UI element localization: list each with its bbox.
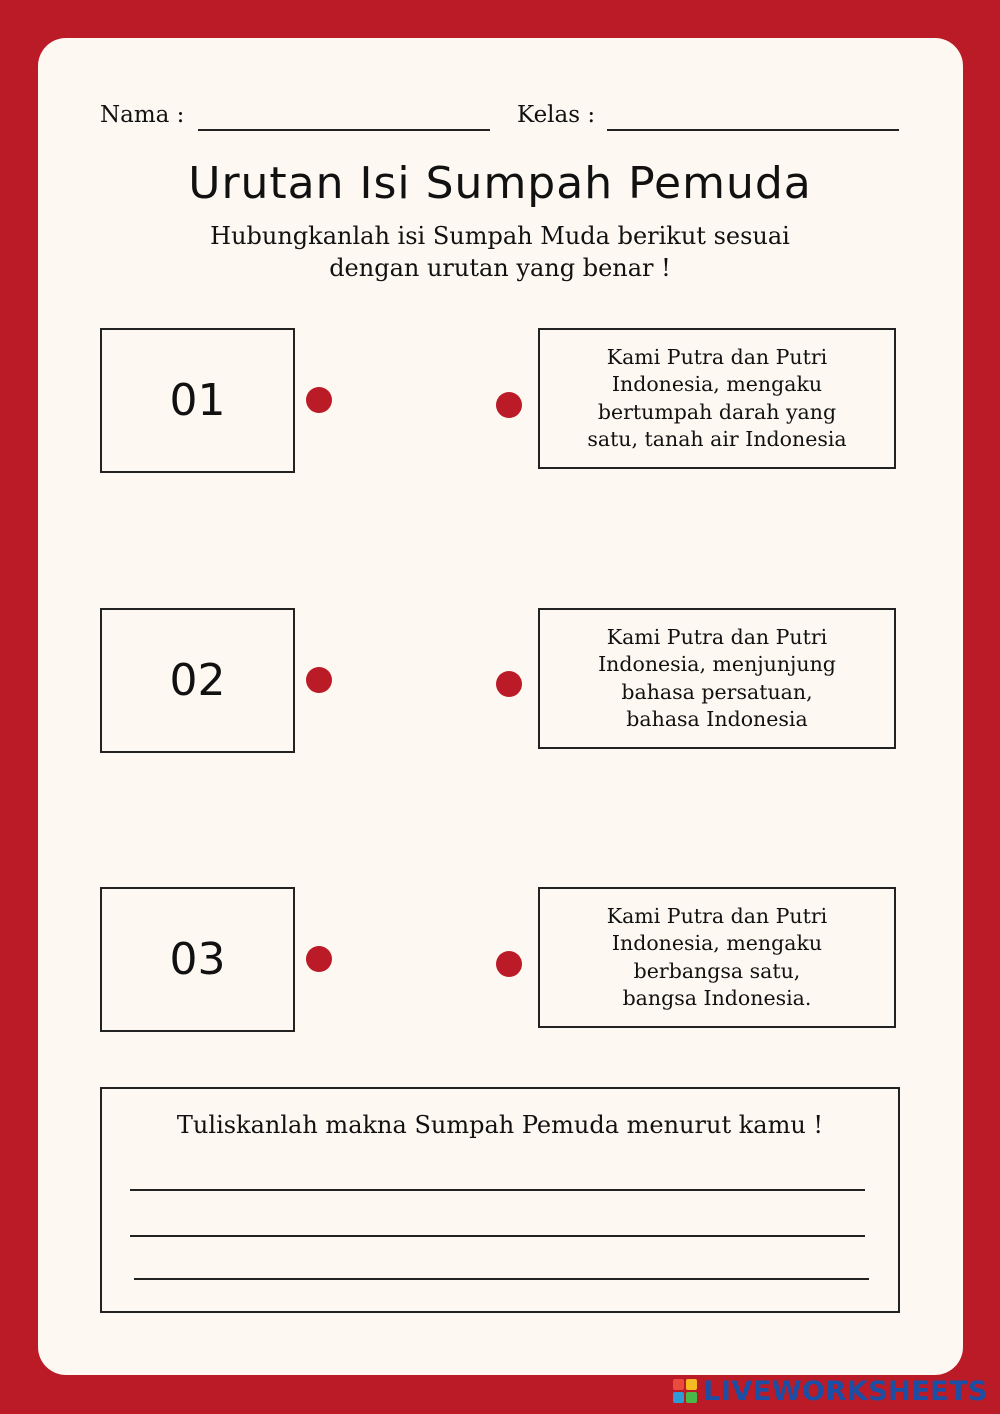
answer-line[interactable] xyxy=(130,1235,865,1237)
number-box-2 xyxy=(100,608,295,753)
statement-line: Kami Putra dan Putri xyxy=(606,624,828,649)
class-label: Kelas : xyxy=(517,102,596,128)
class-field-line[interactable] xyxy=(607,129,899,131)
number-label: 01 xyxy=(169,375,226,426)
statement-line: bahasa persatuan, xyxy=(621,679,813,704)
match-dot-right-1[interactable] xyxy=(496,392,522,418)
number-box-3 xyxy=(100,887,295,1032)
logo-square xyxy=(686,1392,697,1403)
match-dot-left-2[interactable] xyxy=(306,667,332,693)
liveworksheets-watermark xyxy=(673,1374,988,1408)
logo-square xyxy=(673,1392,684,1403)
statement-box-2 xyxy=(538,608,896,749)
statement-line: satu, tanah air Indonesia xyxy=(587,427,847,451)
answer-line[interactable] xyxy=(134,1278,869,1280)
answer-line[interactable] xyxy=(130,1189,865,1191)
name-field-line[interactable] xyxy=(198,129,490,131)
logo-square xyxy=(686,1379,697,1390)
match-dot-left-3[interactable] xyxy=(306,946,332,972)
match-dot-right-2[interactable] xyxy=(496,671,522,697)
instruction-line: Hubungkanlah isi Sumpah Muda berikut sesuai xyxy=(210,222,790,250)
liveworksheets-logo-icon xyxy=(673,1379,697,1403)
brand-name: LIVEWORKSHEETS xyxy=(703,1375,988,1407)
statement-line: Kami Putra dan Putri xyxy=(606,903,828,928)
statement-box-1 xyxy=(538,328,896,469)
statement-line: Kami Putra dan Putri xyxy=(606,344,828,369)
name-label: Nama : xyxy=(100,102,185,128)
statement-line: Indonesia, menjunjung xyxy=(598,652,836,676)
statement-line: Indonesia, mengaku xyxy=(611,931,823,955)
instruction-line: dengan urutan yang benar ! xyxy=(329,254,671,282)
statement-line: bahasa Indonesia xyxy=(626,707,808,731)
match-dot-left-1[interactable] xyxy=(306,387,332,413)
match-dot-right-3[interactable] xyxy=(496,951,522,977)
instruction-text xyxy=(180,220,820,284)
statement-line: berbangsa satu, xyxy=(633,958,801,983)
number-label: 02 xyxy=(169,655,226,706)
essay-question: Tuliskanlah makna Sumpah Pemuda menurut kamu ! xyxy=(176,1111,824,1139)
logo-square xyxy=(673,1379,684,1390)
statement-box-3 xyxy=(538,887,896,1028)
statement-line: bertumpah darah yang xyxy=(597,399,837,424)
statement-line: bangsa Indonesia. xyxy=(622,986,812,1010)
essay-box xyxy=(100,1087,900,1313)
number-label: 03 xyxy=(169,934,226,985)
number-box-1 xyxy=(100,328,295,473)
page-title: Urutan Isi Sumpah Pemuda xyxy=(188,158,812,209)
statement-line: Indonesia, mengaku xyxy=(611,372,823,396)
